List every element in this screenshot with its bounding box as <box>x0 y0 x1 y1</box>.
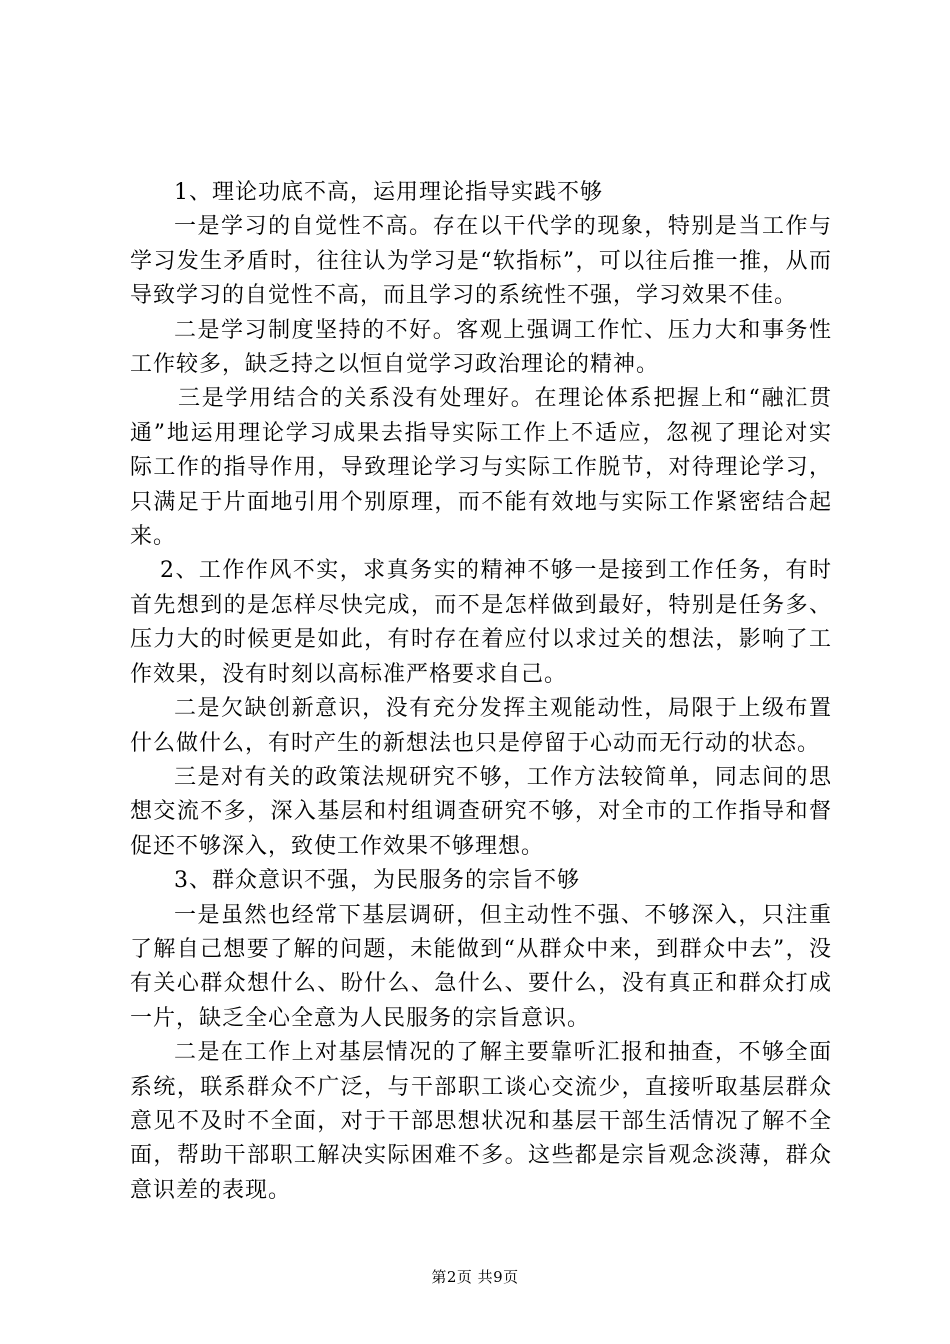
body-paragraph: 二是学习制度坚持的不好。客观上强调工作忙、压力大和事务性工作较多，缺乏持之以恒自觉学习政治理论的精神。 <box>130 317 832 378</box>
document-body <box>130 176 832 1208</box>
section-heading-2: 2、工作作风不实，求真务实的精神不够一是接到工作任务，有时首先想到的是怎样尽快完成，而不是怎样做到最好，特别是任务多、压力大的时候更是如此，有时存在着应付以求过关的想法，影响了工作效果，没有时刻以高标准严格要求自己。 <box>130 558 832 687</box>
body-paragraph: 三是学用结合的关系没有处理好。在理论体系把握上和“融汇贯通”地运用理论学习成果去指导实际工作上不适应，忽视了理论对实际工作的指导作用，导致理论学习与实际工作脱节，对待理论学习，只满足于片面地引用个别原理，而不能有效地与实际工作紧密结合起来。 <box>130 386 832 550</box>
body-paragraph: 三是对有关的政策法规研究不够，工作方法较简单，同志间的思想交流不多，深入基层和村组调查研究不够，对全市的工作指导和督促还不够深入，致使工作效果不够理想。 <box>130 764 832 859</box>
section-heading-1: 1、理论功底不高，运用理论指导实践不够 <box>174 180 603 205</box>
section-heading-3: 3、群众意识不强，为民服务的宗旨不够 <box>174 868 580 894</box>
body-paragraph: 一是虽然也经常下基层调研，但主动性不强、不够深入，只注重了解自己想要了解的问题，未能做到“从群众中来，到群众中去”，没有关心群众想什么、盼什么、急什么、要什么，没有真正和群众打成一片，缺乏全心全意为人民服务的宗旨意识。 <box>130 902 832 1031</box>
page-number-label: 第2页 共9页 <box>431 1268 519 1286</box>
body-paragraph: 一是学习的自觉性不高。存在以干代学的现象，特别是当工作与学习发生矛盾时，往往认为学习是“软指标”，可以往后推一推，从而导致学习的自觉性不高，而且学习的系统性不强，学习效果不佳。 <box>130 214 832 309</box>
body-paragraph: 二是在工作上对基层情况的了解主要靠听汇报和抽查，不够全面系统，联系群众不广泛，与干部职工谈心交流少，直接听取基层群众意见不及时不全面，对于干部思想状况和基层干部生活情况了解不全面，帮助干部职工解决实际困难不多。这些都是宗旨观念淡薄，群众意识差的表现。 <box>130 1040 832 1203</box>
body-paragraph: 二是欠缺创新意识，没有充分发挥主观能动性，局限于上级布置什么做什么，有时产生的新想法也只是停留于心动而无行动的状态。 <box>130 696 832 756</box>
page-footer <box>0 1266 950 1287</box>
